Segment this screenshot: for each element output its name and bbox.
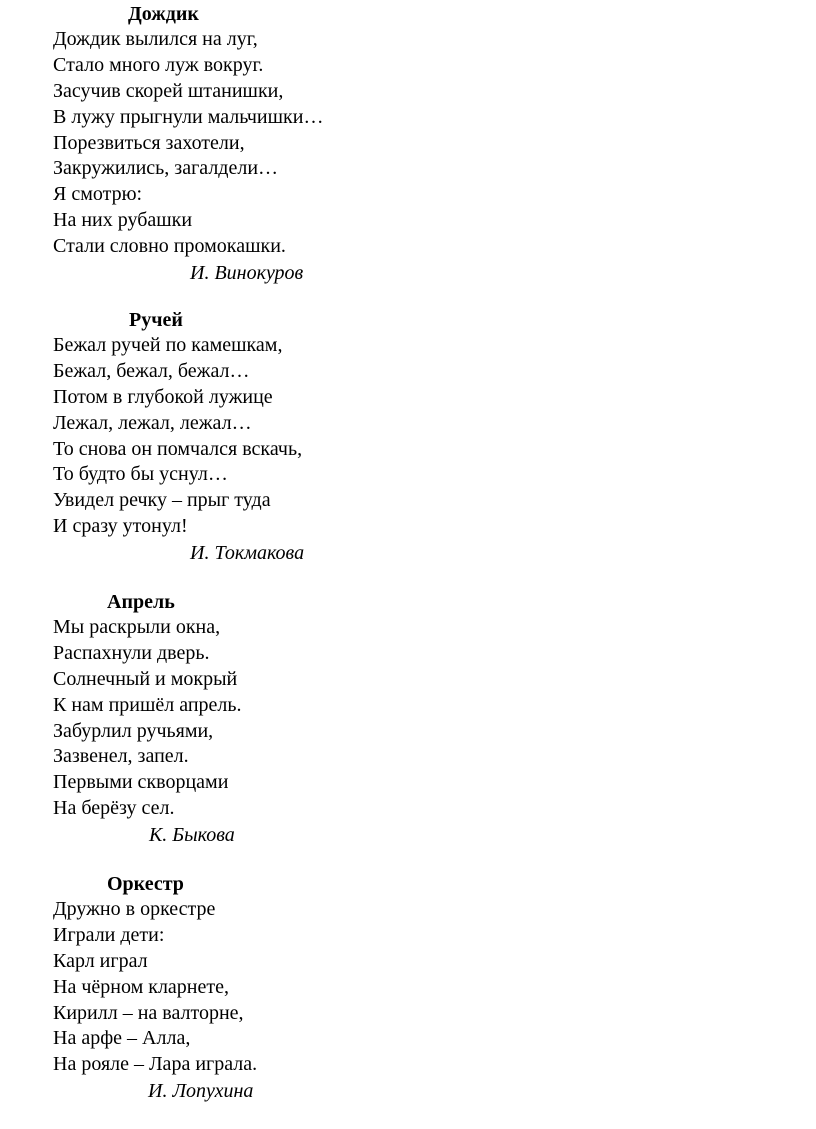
- poem-line: К нам пришёл апрель.: [53, 693, 242, 716]
- poem-title: Дождик: [128, 3, 199, 25]
- poem-dozhdik: [53, 1, 323, 286]
- poem-author: И. Винокуров: [190, 262, 304, 285]
- poem-line: И сразу утонул!: [53, 515, 188, 538]
- poem-line: Забурлил ручьями,: [53, 719, 214, 742]
- poem-line: Играли дети:: [53, 923, 165, 946]
- poem-line: То будто бы уснул…: [53, 463, 228, 486]
- poem-line: Я смотрю:: [53, 183, 143, 206]
- poem-line: Распахнули дверь.: [53, 641, 210, 664]
- poem-line: Карл играл: [53, 949, 148, 972]
- poem-line: Зазвенел, запел.: [53, 745, 189, 768]
- poem-title: Ручей: [129, 309, 183, 331]
- poem-author: И. Токмакова: [190, 542, 305, 565]
- poem-line: Бежал, бежал, бежал…: [53, 359, 250, 382]
- poem-line: То снова он помчался вскачь,: [53, 437, 303, 460]
- poem-line: На чёрном кларнете,: [53, 975, 230, 998]
- poem-line: Стало много луж вокруг.: [53, 53, 264, 76]
- poem-line: Первыми скворцами: [53, 771, 229, 794]
- poem-line: Мы раскрыли окна,: [53, 616, 221, 638]
- poem-line: На них рубашки: [53, 209, 193, 232]
- poem-line: Потом в глубокой лужице: [53, 385, 273, 408]
- poem-title: Оркестр: [107, 873, 184, 895]
- poem-line: Увидел речку – прыг туда: [53, 489, 271, 512]
- poem-line: Дружно в оркестре: [53, 898, 216, 920]
- poem-aprel: [53, 589, 242, 848]
- poem-line: Засучив скорей штанишки,: [53, 79, 284, 102]
- poem-line: Дождик вылился на луг,: [53, 28, 258, 50]
- poem-line: На рояле – Лара играла.: [53, 1053, 258, 1076]
- poem-line: Солнечный и мокрый: [53, 667, 238, 690]
- poem-line: Кирилл – на валторне,: [53, 1001, 244, 1024]
- poem-line: Стали словно промокашки.: [53, 235, 286, 258]
- poem-line: На берёзу сел.: [53, 797, 175, 820]
- poem-line: Бежал ручей по камешкам,: [53, 334, 283, 356]
- poem-title: Апрель: [107, 591, 175, 613]
- poem-line: На арфе – Алла,: [53, 1027, 191, 1050]
- poem-orkestr: [53, 871, 257, 1104]
- poem-line: Порезвиться захотели,: [53, 131, 245, 154]
- poem-author: И. Лопухина: [148, 1080, 254, 1103]
- poem-author: К. Быкова: [149, 824, 235, 847]
- poem-ruchey: [53, 307, 304, 566]
- poem-line: Закружились, загалдели…: [53, 157, 279, 180]
- poem-line: В лужу прыгнули мальчишки…: [53, 105, 324, 128]
- poem-line: Лежал, лежал, лежал…: [53, 411, 252, 434]
